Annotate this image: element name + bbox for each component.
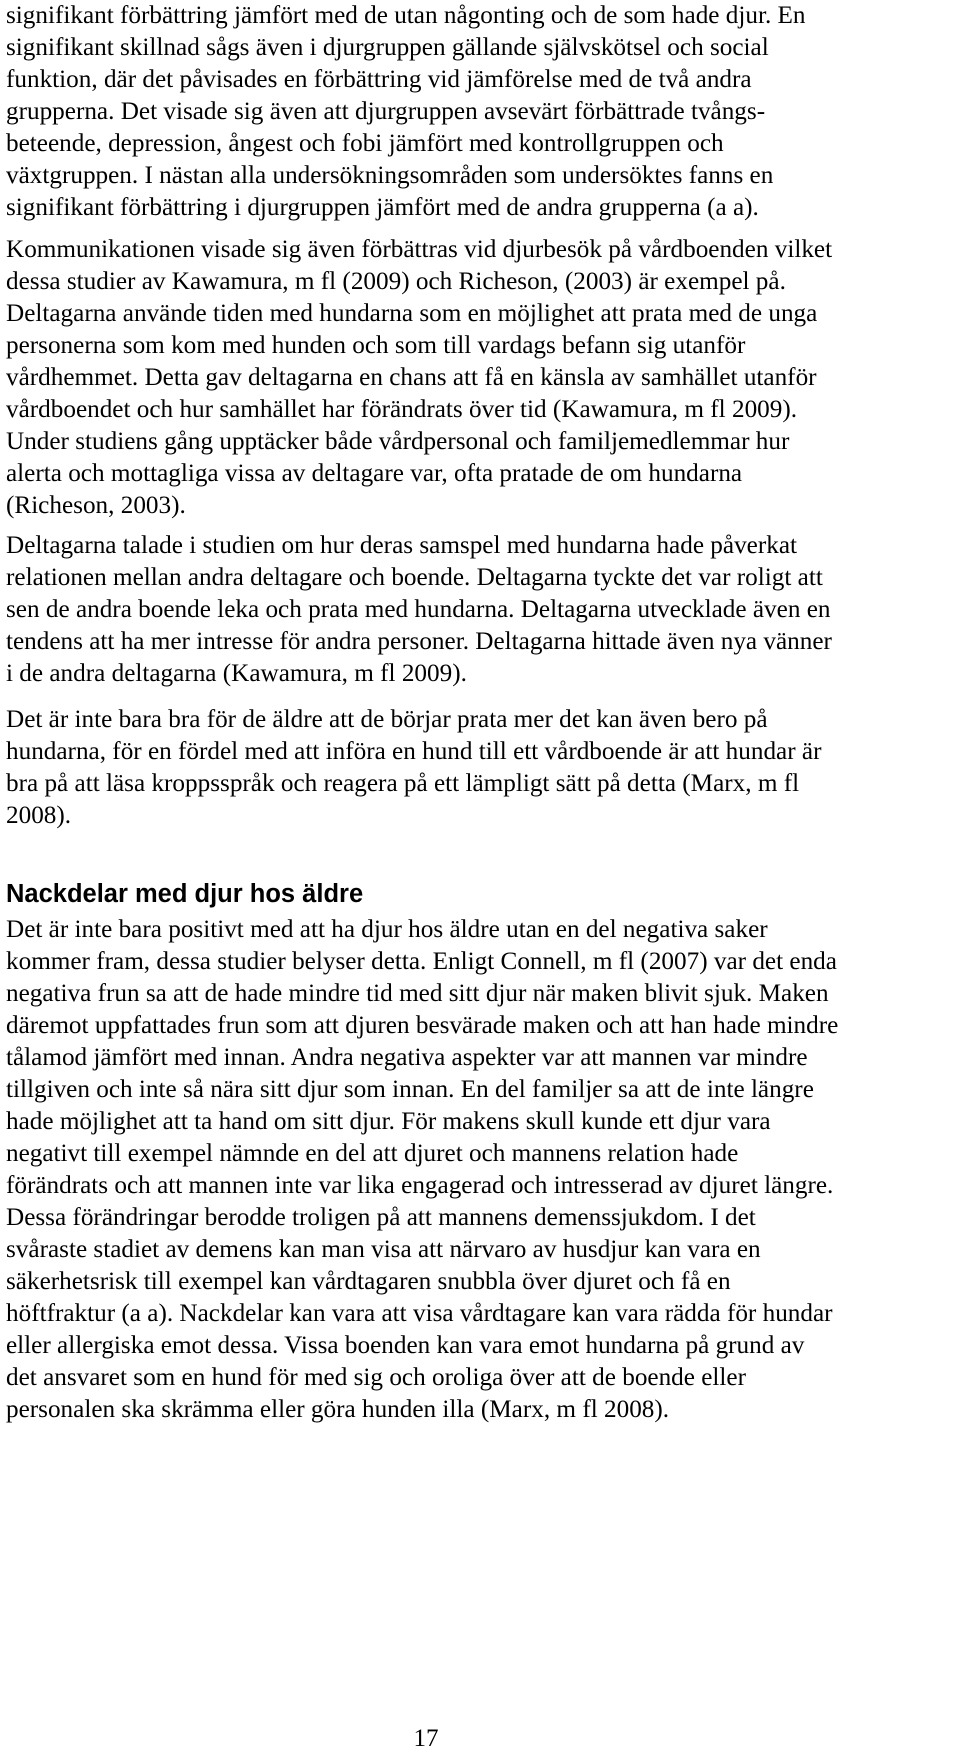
text-line: i de andra deltagarna (Kawamura, m fl 2009).	[6, 660, 467, 687]
text-line: Deltagarna använde tiden med hundarna som en möjlighet att prata med de unga	[6, 300, 818, 327]
text-line: hade möjlighet att ta hand om sitt djur. För makens skull kunde ett djur vara	[6, 1108, 771, 1135]
text-line: (Richeson, 2003).	[6, 492, 186, 519]
text-line: svåraste stadiet av demens kan man visa att närvaro av husdjur kan vara en	[6, 1236, 761, 1263]
text-line: sen de andra boende leka och prata med hundarna. Deltagarna utvecklade även en	[6, 596, 831, 623]
text-line: tillgiven och inte så nära sitt djur som innan. En del familjer sa att de inte längre	[6, 1076, 814, 1103]
text-line: personerna som kom med hunden och som till vardags befann sig utanför	[6, 332, 746, 359]
paragraph-1	[6, 0, 956, 224]
text-line: beteende, depression, ångest och fobi jämfört med kontrollgruppen och	[6, 130, 724, 157]
section-heading: Nackdelar med djur hos äldre	[6, 880, 364, 908]
text-line: signifikant förbättring i djurgruppen jämfört med de andra grupperna (a a).	[6, 194, 759, 221]
text-line: Under studiens gång upptäcker både vårdpersonal och familjemedlemmar hur	[6, 428, 790, 455]
text-line: 2008).	[6, 802, 72, 829]
text-line: signifikant förbättring jämfört med de utan någonting och de som hade djur. En	[6, 2, 806, 29]
text-line: funktion, där det påvisades en förbättring vid jämförelse med de två andra	[6, 66, 752, 93]
text-line: personalen ska skrämma eller göra hunden illa (Marx, m fl 2008).	[6, 1396, 670, 1423]
paragraph-4	[6, 704, 956, 832]
text-line: dessa studier av Kawamura, m fl (2009) och Richeson, (2003) är exempel på.	[6, 268, 786, 295]
paragraph-3	[6, 530, 956, 690]
text-line: tendens att ha mer intresse för andra personer. Deltagarna hittade även nya vänner	[6, 628, 832, 655]
text-line: Dessa förändringar berodde troligen på att mannens demenssjukdom. I det	[6, 1204, 756, 1231]
text-line: höftfraktur (a a). Nackdelar kan vara att visa vårdtagare kan vara rädda för hundar	[6, 1300, 833, 1327]
text-line: förändrats och att mannen inte var lika engagerad och intresserad av djuret längre.	[6, 1172, 834, 1199]
text-line: eller allergiska emot dessa. Vissa boenden kan vara emot hundarna på grund av	[6, 1332, 805, 1359]
text-line: grupperna. Det visade sig även att djurgruppen avsevärt förbättrade tvångs-	[6, 98, 766, 125]
page-number: 17	[413, 1725, 439, 1752]
text-line: säkerhetsrisk till exempel kan vårdtagaren snubbla över djuret och få en	[6, 1268, 731, 1295]
text-line: tålamod jämfört med innan. Andra negativa aspekter var att mannen var mindre	[6, 1044, 808, 1071]
text-line: vårdboendet och hur samhället har förändrats över tid (Kawamura, m fl 2009).	[6, 396, 798, 423]
text-line: hundarna, för en fördel med att införa en hund till ett vårdboende är att hundar är	[6, 738, 822, 765]
text-line: kommer fram, dessa studier belyser detta. Enligt Connell, m fl (2007) var det enda	[6, 948, 837, 975]
text-line: växtgruppen. I nästan alla undersökningsområden som undersöktes fanns en	[6, 162, 774, 189]
text-line: relationen mellan andra deltagare och boende. Deltagarna tyckte det var roligt att	[6, 564, 823, 591]
text-line: det ansvaret som en hund för med sig och oroliga över att de boende eller	[6, 1364, 746, 1391]
text-line: signifikant skillnad sågs även i djurgruppen gällande självskötsel och social	[6, 34, 769, 61]
text-line: negativa frun sa att de hade mindre tid med sitt djur när maken blivit sjuk. Maken	[6, 980, 829, 1007]
paragraph-2	[6, 234, 956, 522]
text-line: Det är inte bara positivt med att ha djur hos äldre utan en del negativa saker	[6, 916, 768, 943]
text-line: Deltagarna talade i studien om hur deras samspel med hundarna hade påverkat	[6, 532, 798, 559]
text-line: bra på att läsa kroppsspråk och reagera på ett lämpligt sätt på detta (Marx, m fl	[6, 770, 800, 797]
text-line: negativt till exempel nämnde en del att djuret och mannens relation hade	[6, 1140, 739, 1167]
text-line: däremot uppfattades frun som att djuren besvärade maken och att han hade mindre	[6, 1012, 839, 1039]
text-line: Kommunikationen visade sig även förbättras vid djurbesök på vårdboenden vilket	[6, 236, 833, 263]
text-line: alerta och mottagliga vissa av deltagare var, ofta pratade de om hundarna	[6, 460, 743, 487]
section-paragraph	[6, 914, 956, 1426]
text-line: Det är inte bara bra för de äldre att de börjar prata mer det kan även bero på	[6, 706, 768, 733]
text-line: vårdhemmet. Detta gav deltagarna en chans att få en känsla av samhället utanför	[6, 364, 817, 391]
